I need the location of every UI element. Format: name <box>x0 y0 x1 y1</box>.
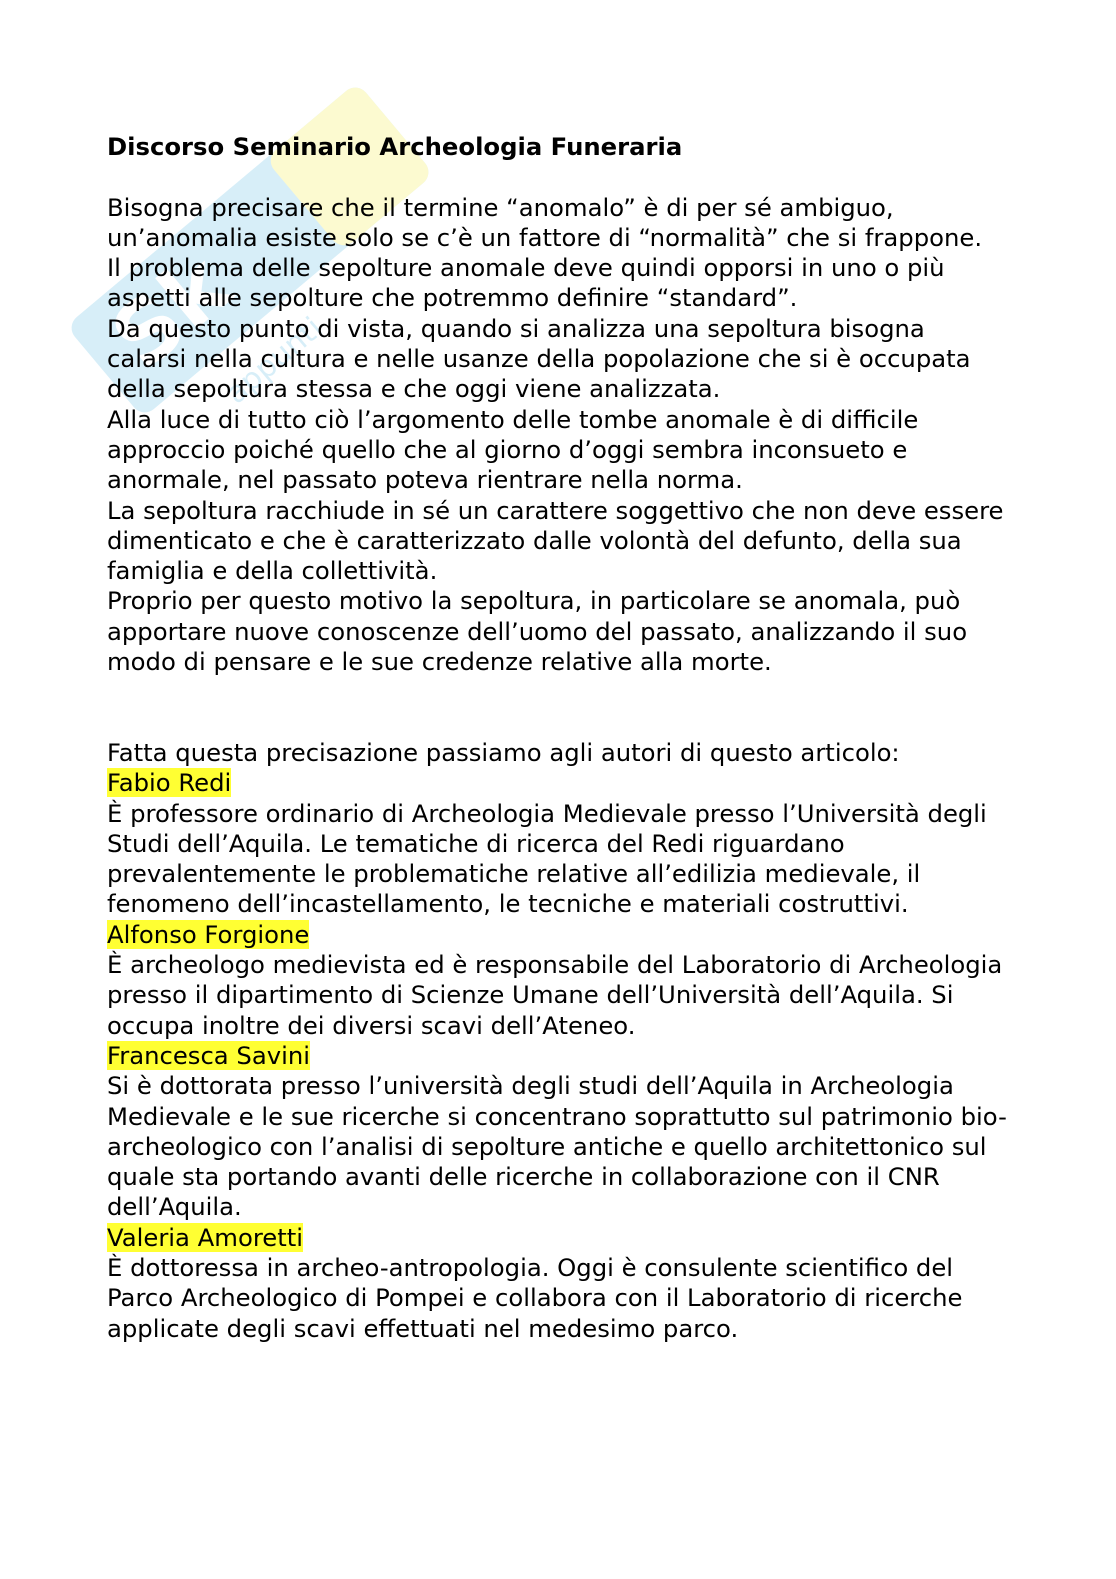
document-title: Discorso Seminario Archeologia Funeraria <box>107 132 683 161</box>
paragraph: Il problema delle sepolture anomale deve quindi opporsi in uno o più aspetti alle sepolture che potremmo definire “standard”. <box>107 253 945 313</box>
paragraph: La sepoltura racchiude in sé un carattere soggettivo che non deve essere dimenticato e che è caratterizzato dalle volontà del defunto, della sua famiglia e della collettività. <box>107 495 1004 586</box>
paragraph: Alla luce di tutto ciò l’argomento delle tombe anomale è di difficile approccio poiché quello che al giorno d’oggi sembra inconsueto e anormale, nel passato poteva rientrare nella norma. <box>107 404 919 495</box>
paragraph: Proprio per questo motivo la sepoltura, in particolare se anomala, può apportare nuove conoscenze dell’uomo del passato, analizzando il suo modo di pensare e le sue credenze relative alla morte. <box>107 586 968 677</box>
svg-text:Sk: Sk <box>93 235 249 389</box>
author-name-highlight: Fabio Redi <box>107 768 232 798</box>
author-name-highlight: Francesca Savini <box>107 1040 311 1070</box>
author-bio: Si è dottorata presso l’università degli studi dell’Aquila in Archeologia Medievale e le sue ricerche si concentrano soprattutto sul patrimonio bio-archeologico con l’analisi di sepolture antiche e quello architettonico sul quale sta portando avanti delle ricerche in collaborazione con il CNR dell’Aquila. <box>107 1071 1007 1222</box>
author-entry <box>107 920 1007 1041</box>
author-name-highlight: Valeria Amoretti <box>107 1222 304 1252</box>
paragraph: Da questo punto di vista, quando si analizza una sepoltura bisogna calarsi nella cultura e nelle usanze della popolazione che si è occupata della sepoltura stessa e che oggi viene analizzata. <box>107 313 971 404</box>
author-bio: È archeologo medievista ed è responsabile del Laboratorio di Archeologia presso il dipartimento di Scienze Umane dell’Università dell’Aquila. Si occupa inoltre dei diversi scavi dell’Ateneo. <box>107 950 1003 1040</box>
paragraph: Bisogna precisare che il termine “anomalo” è di per sé ambiguo, un’anomalia esiste solo se c’è un fattore di “normalità” che si frappone. <box>107 192 983 252</box>
author-entry <box>107 1041 1007 1223</box>
author-entry <box>107 768 1007 919</box>
section-spacer <box>107 677 1007 738</box>
document-body <box>107 132 1007 1344</box>
svg-text:appunti: appunti <box>219 310 330 412</box>
intro-section <box>107 193 1007 678</box>
author-entry <box>107 1223 1007 1344</box>
authors-section <box>107 738 1007 1344</box>
author-bio: È professore ordinario di Archeologia Medievale presso l’Università degli Studi dell’Aquila. Le tematiche di ricerca del Redi riguardano prevalentemente le problematiche relative all’edilizia medievale, il fenomeno dell’incastellamento, le tecniche e materiali costruttivi. <box>107 798 987 919</box>
authors-intro: Fatta questa precisazione passiamo agli autori di questo articolo: <box>107 737 900 767</box>
author-name-highlight: Alfonso Forgione <box>107 919 310 949</box>
author-bio: È dottoressa in archeo-antropologia. Oggi è consulente scientifico del Parco Archeologico di Pompei e collabora con il Laboratorio di ricerche applicate degli scavi effettuati nel medesimo parco. <box>107 1252 963 1343</box>
